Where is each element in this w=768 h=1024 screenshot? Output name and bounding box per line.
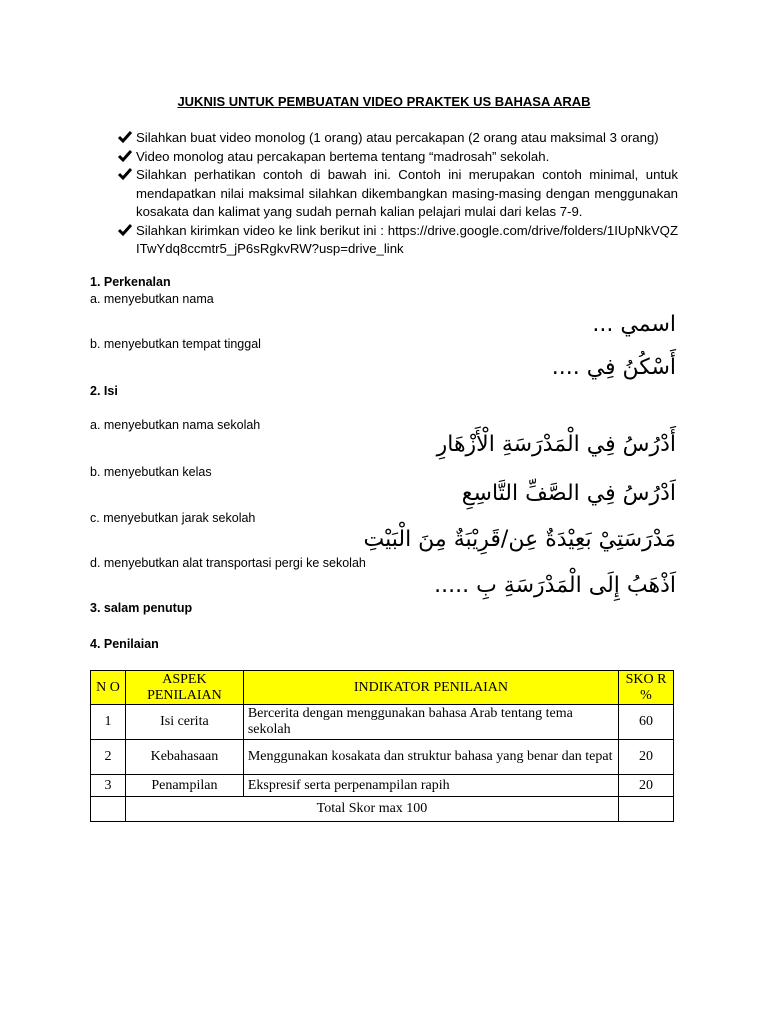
arabic-example: اَدْرُسُ فِي الصَّفِّ التَّاسِعِ [461, 481, 676, 506]
checkmark-icon [118, 167, 132, 181]
header-aspek: ASPEK PENILAIAN [125, 671, 243, 705]
table-row: 1 Isi cerita Bercerita dengan menggunakan bahasa Arab tentang tema sekolah 60 [91, 705, 674, 740]
arabic-example: أَدْرُسُ فِي الْمَدْرَسَةِ الْأَزْهَارِ [436, 432, 676, 457]
item-label: a. menyebutkan nama sekolah [90, 418, 261, 432]
arabic-example: مَدْرَسَتِيْ بَعِيْدَةٌ عِن/قَرِيْبَةٌ مِنَ الْبَيْتِ [363, 527, 676, 552]
header-indikator: INDIKATOR PENILAIAN [243, 671, 618, 705]
item-label: b. menyebutkan tempat tinggal [90, 337, 261, 351]
item-label: d. menyebutkan alat transportasi pergi ke sekolah [90, 556, 366, 570]
table-total-row [91, 797, 674, 822]
item-label: a. menyebutkan nama [90, 292, 214, 306]
item-label: b. menyebutkan kelas [90, 465, 212, 479]
header-no: N O [91, 671, 126, 705]
list-item: Silahkan perhatikan contoh di bawah ini. Contoh ini merupakan contoh minimal, untuk mendapatkan nilai maksimal silahkan dikembangkan masing-masing dengan menggunakan kosakata dan kalimat yang sudah pernah kalian pelajari mulai dari kelas 7-9. [118, 166, 678, 222]
total-score: Total Skor max 100 [125, 797, 618, 822]
table-header-row [91, 671, 674, 705]
item-label: c. menyebutkan jarak sekolah [90, 511, 256, 525]
arabic-example: أَسْكُنُ فِي .... [551, 355, 676, 380]
header-skor: SKO R % [619, 671, 674, 705]
section-heading: 2. Isi [90, 384, 118, 398]
section-heading: 3. salam penutup [90, 601, 193, 615]
instruction-list [118, 129, 678, 259]
page-title: JUKNIS UNTUK PEMBUATAN VIDEO PRAKTEK US BAHASA ARAB [177, 94, 591, 109]
table-row: 3 Penampilan Ekspresif serta perpenampilan rapih 20 [91, 775, 674, 797]
section-heading: 1. Perkenalan [90, 275, 171, 289]
checkmark-icon [118, 149, 132, 163]
assessment-table [90, 670, 674, 822]
section-heading: 4. Penilaian [90, 637, 159, 651]
checkmark-icon [118, 223, 132, 237]
list-item: Silahkan buat video monolog (1 orang) atau percakapan (2 orang atau maksimal 3 orang) [118, 129, 678, 148]
list-item: Video monolog atau percakapan bertema tentang “madrosah” sekolah. [118, 148, 678, 167]
arabic-example: اسمي ... [592, 312, 676, 337]
checkmark-icon [118, 130, 132, 144]
list-item: Silahkan kirimkan video ke link berikut ini : https://drive.google.com/drive/folders/1IUpNkVQZITwYdq8ccmtr5_jP6sRgkvRW?usp=drive_link [118, 222, 678, 259]
arabic-example: اَذْهَبُ إِلَى الْمَدْرَسَةِ بِ ..... [434, 573, 676, 598]
table-row: 2 Kebahasaan Menggunakan kosakata dan struktur bahasa yang benar dan tepat 20 [91, 740, 674, 775]
